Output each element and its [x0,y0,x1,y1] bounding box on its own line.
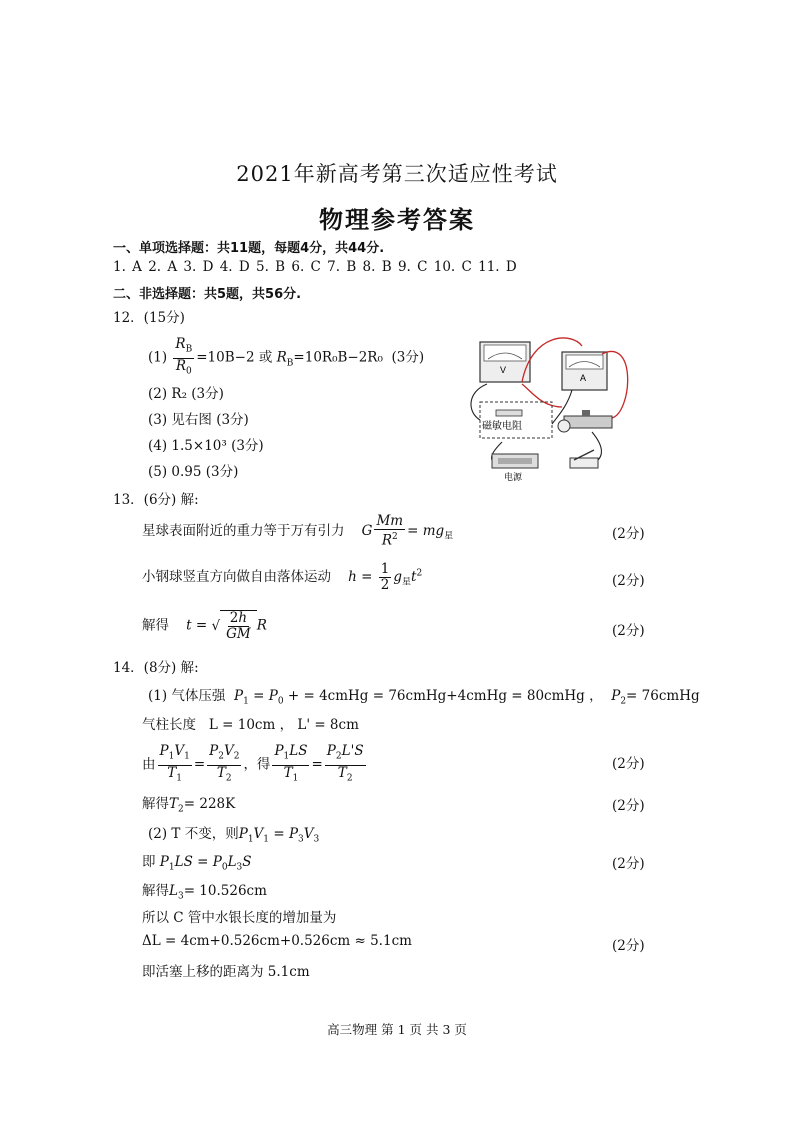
q14-line3-text-a: 由 [142,756,156,773]
q12-part3: (3) 见右图 (3分) [148,412,249,428]
exam-title: 2021年新高考第三次适应性考试 [236,162,558,186]
q14-line4: 解得$T_2= 228K$ [142,796,236,815]
q13-line3-text: 解得 [142,617,169,634]
q14-l3-eq: = 10.526cm [183,883,267,899]
voltmeter-label: V [500,365,507,375]
q13-line1-text: 星球表面附近的重力等于万有引力 [142,522,345,539]
q13-line2-points: (2分) [612,573,645,589]
q14-line9-points: (2分) [612,938,645,954]
q14-line3: 由 $\frac{P_1V_1}{T_1}$ = $\frac{P_2V_2}{T_2}$ ，得 $\frac{P_1LS}{T_1}$ = $\frac{P_2L'S}{T_2}$ [142,743,364,784]
q14-line5-text: (2) T 不变，则 [148,826,239,842]
half-fraction: $\frac{1}{2}$ [380,561,390,593]
q14-line8: 所以 C 管中水银长度的增加量为 [142,910,337,926]
page-footer: 高三物理 第 1 页 共 3 页 [327,1022,467,1037]
q14-line7: 解得$L_3= 10.526cm$ [142,883,267,902]
q13-line2-text: 小钢球竖直方向做自由落体运动 [142,569,331,585]
q14-line5: (2) T 不变，则$P_1V_1 = P_3V_3$ [148,826,320,845]
q14-line10: 即活塞上移的距离为 5.1cm [142,964,310,980]
q14-line2-text: 气柱长度 [142,717,196,733]
section1-answers: 1. A 2. A 3. D 4. D 5. B 6. C 7. B 8. B 9. C 10. C 11. D [113,259,517,275]
q12-eq2: =10R₀B−2R₀ [293,349,383,366]
q14-line1: (1) 气体压强 $P_1 = P_0$ + = 4cmHg = 76cmHg+4cmHg = 80cmHg ， $P_2=$ 76cmHg [148,688,700,707]
q12-header: 12．(15分) [113,310,185,326]
voltmeter [480,342,530,382]
q12-part4: (4) 1.5×10³ (3分) [148,438,264,454]
q13-line1-points: (2分) [612,526,645,542]
q12-part1-label: (1) [148,349,168,366]
q13-line2: 小钢球竖直方向做自由落体运动 h = $\frac{1}{2}$ $g_星t^2$ [142,561,423,593]
q12-part1-points: (3分) [391,349,425,366]
q14-length-eq: L = 10cm ， L' = 8cm [208,717,359,733]
q14-line7-text: 解得 [142,883,169,899]
source-label: 电源 [504,473,523,482]
q12-part2: (2) R₂ (3分) [148,386,224,402]
q14-t2-eq: = 228K [183,796,236,812]
q13-line3-points: (2分) [612,623,645,639]
circuit-diagram [462,332,634,482]
q14-header: 14．(8分) 解: [113,660,199,676]
q12-part1: (1) $\frac{R_B}{R_0}$ =10B−2 或 $R_B=10R_0B-2R_0$ (3分) [148,337,424,379]
q14-line4-points: (2分) [612,798,645,814]
rb-over-r0-fraction: $\frac{R_B}{R_0}$ [175,336,193,377]
section1-heading: 一、单项选择题：共11题，每题4分，共44分. [113,241,385,256]
answer-key-title: 物理参考答案 [319,206,475,234]
q14-line1-text: (1) 气体压强 [148,688,226,704]
sqrt-expression: √ $\frac{2h}{GM}$ [212,610,257,642]
q13-line1: 星球表面附近的重力等于万有引力 G $\frac{Mm}{R^2}$ = $mg_星$ [142,513,454,549]
gravity-fraction: $\frac{Mm}{R^2}$ [376,513,404,549]
sensor-label: 磁敏电阻 [482,421,522,432]
q14-line6-text: 即 [142,854,156,870]
q14-line4-text: 解得 [142,796,169,812]
section2-heading: 二、非选择题：共5题，共56分. [113,287,302,302]
q13-line3: 解得 t = √ $\frac{2h}{GM}$ R [142,610,267,642]
q14-line3-text-b: ，得 [243,756,271,773]
q14-line6: 即 $P_1LS = P_0L_3S$ [142,854,252,873]
q14-pressure-eq: = 4cmHg = 76cmHg+4cmHg = 80cmHg ， [303,688,603,704]
q13-header: 13．(6分) 解: [113,492,199,508]
q14-line2 [142,713,359,733]
q12-eq1-rhs: =10B−2 或 [196,349,273,366]
q14-line6-points: (2分) [612,856,645,872]
ammeter [562,352,607,390]
q14-line9: ΔL = 4cm+0.526cm+0.526cm ≈ 5.1cm [142,933,412,949]
q14-pressure-eq2: = 76cmHg [626,688,700,704]
q12-part5: (5) 0.95 (3分) [148,464,239,480]
ammeter-label: A [580,373,587,383]
q14-line3-points: (2分) [612,756,645,772]
